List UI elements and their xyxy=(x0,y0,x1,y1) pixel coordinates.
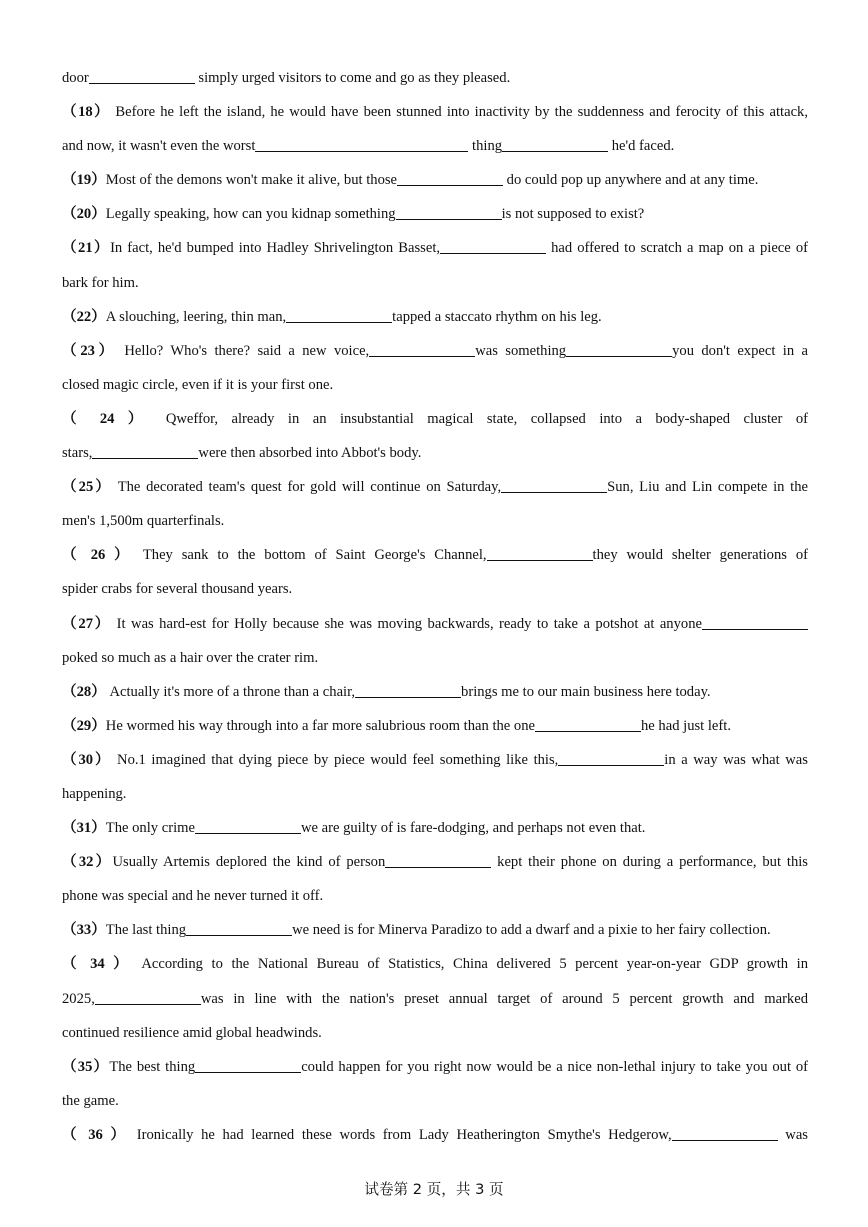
question-number: （27） xyxy=(62,615,112,632)
text: brings me to our main business here today. xyxy=(461,683,711,700)
text: in a way was what was xyxy=(664,751,808,768)
question-33 xyxy=(62,913,808,947)
question-18 xyxy=(62,95,808,129)
text: was something xyxy=(475,342,567,359)
text: Ironically he had learned these words from Lady Heatherington Smythe's Hedgerow, xyxy=(129,1126,672,1143)
text: The only crime xyxy=(105,820,195,837)
text: simply urged visitors to come and go as they pleased. xyxy=(194,70,511,86)
answer-blank[interactable] xyxy=(186,920,292,936)
text: could happen for you right now would be a nice non-lethal injury to take you out of xyxy=(301,1058,808,1075)
answer-blank[interactable] xyxy=(255,136,468,152)
text: The best thing xyxy=(109,1058,196,1075)
question-26 xyxy=(62,538,808,572)
text: we need is for Minerva Paradizo to add a dwarf and a pixie to her fairy collection. xyxy=(292,922,771,939)
text: we are guilty of is fare-dodging, and perhaps not even that. xyxy=(300,820,646,837)
text: door xyxy=(62,70,89,86)
line-1 xyxy=(62,61,808,95)
question-number: （31） xyxy=(62,820,106,837)
text: A slouching, leering, thin man, xyxy=(105,308,287,325)
answer-blank[interactable] xyxy=(535,716,641,732)
answer-blank[interactable] xyxy=(195,1057,301,1073)
text: he'd faced. xyxy=(608,138,675,155)
question-22 xyxy=(62,300,808,334)
text: do could pop up anywhere and at any time. xyxy=(503,172,759,189)
answer-blank[interactable] xyxy=(195,818,301,834)
question-number: （ 24 ） xyxy=(62,410,153,427)
answer-blank[interactable] xyxy=(502,136,608,152)
text: poked so much as a hair over the crater rim. xyxy=(62,649,319,666)
text: Hello? Who's there? said a new voice, xyxy=(117,342,370,359)
question-34-cont-2 xyxy=(62,1016,808,1050)
question-number: （32） xyxy=(62,854,113,871)
text: The decorated team's quest for gold will continue on Saturday, xyxy=(111,479,502,496)
text: phone was special and he never turned it off. xyxy=(62,888,324,905)
text: Most of the demons won't make it alive, but those xyxy=(105,172,398,189)
question-21-cont xyxy=(62,266,808,300)
text: Legally speaking, how can you kidnap something xyxy=(105,206,396,223)
question-number: （21） xyxy=(62,240,111,257)
text: and now, it wasn't even the worst xyxy=(62,138,256,155)
question-number: （35） xyxy=(62,1058,110,1075)
text: happening. xyxy=(62,785,127,802)
question-number: （18） xyxy=(62,104,111,121)
answer-blank[interactable] xyxy=(89,68,195,84)
question-28 xyxy=(62,675,808,709)
answer-blank[interactable] xyxy=(396,204,502,220)
answer-blank[interactable] xyxy=(397,170,503,186)
answer-blank[interactable] xyxy=(558,750,664,766)
question-number: （30） xyxy=(62,751,112,768)
text: They sank to the bottom of Saint George's Channel, xyxy=(133,547,487,564)
text: closed magic circle, even if it is your first one. xyxy=(62,376,334,393)
question-number: （23） xyxy=(62,342,117,359)
answer-blank[interactable] xyxy=(440,238,546,254)
text: bark for him. xyxy=(62,274,139,291)
question-30-cont xyxy=(62,777,808,811)
question-36 xyxy=(62,1118,808,1152)
question-34-cont xyxy=(62,982,808,1016)
answer-blank[interactable] xyxy=(672,1125,778,1141)
text: had offered to scratch a map on a piece of xyxy=(546,240,808,257)
answer-blank[interactable] xyxy=(501,477,607,493)
text: continued resilience amid global headwinds. xyxy=(62,1024,322,1041)
answer-blank[interactable] xyxy=(702,614,808,630)
text: thing xyxy=(468,138,503,155)
text: Usually Artemis deplored the kind of person xyxy=(112,854,386,871)
text: you don't expect in a xyxy=(672,342,808,359)
text: he had just left. xyxy=(641,717,731,734)
text: were then absorbed into Abbot's body. xyxy=(198,445,422,462)
text: the game. xyxy=(62,1092,119,1109)
question-19 xyxy=(62,163,808,197)
exercise-page xyxy=(62,61,808,1152)
answer-blank[interactable] xyxy=(385,852,491,868)
answer-blank[interactable] xyxy=(355,682,461,698)
question-number: （20） xyxy=(62,206,106,223)
question-number: （19） xyxy=(62,172,106,189)
answer-blank[interactable] xyxy=(95,989,201,1005)
text: kept their phone on during a performance, but this xyxy=(491,854,808,871)
text: The last thing xyxy=(105,922,187,939)
answer-blank[interactable] xyxy=(286,307,392,323)
question-29 xyxy=(62,709,808,743)
question-35-cont xyxy=(62,1084,808,1118)
text: tapped a staccato rhythm on his leg. xyxy=(392,308,602,325)
question-number: （ 26 ） xyxy=(62,547,134,564)
question-number: （28） xyxy=(62,683,106,700)
question-number: （29） xyxy=(62,717,106,734)
page-footer: 试卷第 2 页，共 3 页 xyxy=(364,1181,504,1198)
question-27 xyxy=(62,607,808,641)
text: stars, xyxy=(62,445,93,462)
text: is not supposed to exist? xyxy=(501,206,645,223)
question-number: （25） xyxy=(62,479,112,496)
question-24 xyxy=(62,402,808,436)
question-number: （33） xyxy=(62,922,106,939)
question-26-cont xyxy=(62,572,808,606)
question-20 xyxy=(62,197,808,231)
answer-blank[interactable] xyxy=(566,341,672,357)
text: Before he left the island, he would have been stunned into inactivity by the suddenness and ferocity of this attack, xyxy=(110,104,808,121)
question-number: （ 34 ） xyxy=(62,956,133,973)
question-25-cont xyxy=(62,504,808,538)
question-32-cont xyxy=(62,879,808,913)
question-24-cont xyxy=(62,436,808,470)
text: 2025, xyxy=(62,990,95,1007)
question-18-cont xyxy=(62,129,808,163)
text: spider crabs for several thousand years. xyxy=(62,581,293,598)
question-35 xyxy=(62,1050,808,1084)
question-34 xyxy=(62,947,808,981)
question-23 xyxy=(62,334,808,368)
answer-blank[interactable] xyxy=(92,443,198,459)
text: Qweffor, already in an insubstantial magical state, collapsed into a body-shaped cluster of xyxy=(152,410,808,427)
text: In fact, he'd bumped into Hadley Shrivelington Basset, xyxy=(110,240,441,257)
answer-blank[interactable] xyxy=(369,341,475,357)
question-21 xyxy=(62,231,808,265)
text: It was hard-est for Holly because she was moving backwards, ready to take a potshot at anyone xyxy=(111,615,702,632)
question-number: （ 36 ） xyxy=(62,1126,130,1143)
question-25 xyxy=(62,470,808,504)
text: men's 1,500m quarterfinals. xyxy=(62,513,225,530)
question-31 xyxy=(62,811,808,845)
question-27-cont xyxy=(62,641,808,675)
text: was in line with the nation's preset annual target of around 5 percent growth and marked xyxy=(200,990,808,1007)
question-30 xyxy=(62,743,808,777)
text: they would shelter generations of xyxy=(592,547,808,564)
question-number: （22） xyxy=(62,308,106,325)
question-23-cont xyxy=(62,368,808,402)
text: He wormed his way through into a far more salubrious room than the one xyxy=(105,717,535,734)
text: Actually it's more of a throne than a chair, xyxy=(105,683,356,700)
question-32 xyxy=(62,845,808,879)
text: According to the National Bureau of Statistics, China delivered 5 percent year-on-year GDP growth in xyxy=(132,956,808,973)
text: was xyxy=(777,1126,808,1143)
text: Sun, Liu and Lin compete in the xyxy=(607,479,808,496)
text: No.1 imagined that dying piece by piece would feel something like this, xyxy=(111,751,559,768)
answer-blank[interactable] xyxy=(487,545,593,561)
